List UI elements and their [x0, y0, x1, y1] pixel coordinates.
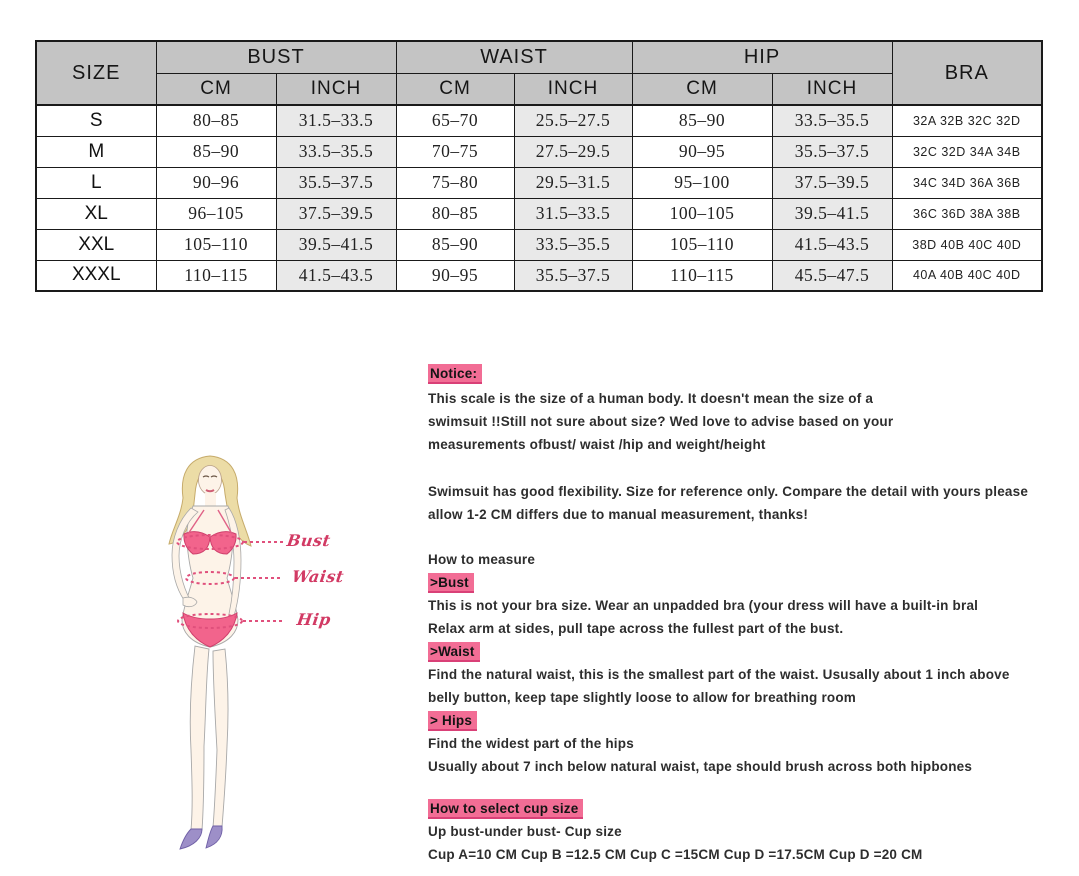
header-bust: BUST — [156, 41, 396, 73]
waist-inch-cell: 35.5–37.5 — [514, 260, 632, 291]
notice-paragraph: This scale is the size of a human body. It doesn't mean the size of a swimsuit !!Still not sure about size? Wed love to advise based on your measurements ofbust/ waist /hip and weight/height — [428, 391, 894, 452]
bust-label: Bust — [285, 531, 332, 550]
cup-size-heading: How to select cup size — [428, 799, 583, 819]
waist-section-heading: >Waist — [428, 642, 480, 662]
hip-cm-cell: 110–115 — [632, 260, 772, 291]
waist-inch-cell: 27.5–29.5 — [514, 136, 632, 167]
hip-cm-cell: 105–110 — [632, 229, 772, 260]
hip-cm-cell: 90–95 — [632, 136, 772, 167]
bust-inch-cell: 39.5–41.5 — [276, 229, 396, 260]
hip-label: Hip — [295, 610, 333, 629]
hips-instructions: Find the widest part of the hips Usually about 7 inch below natural waist, tape should brush across both hipbones — [428, 736, 973, 774]
bust-cm-cell: 90–96 — [156, 167, 276, 198]
bra-cell: 32C 32D 34A 34B — [892, 136, 1042, 167]
bust-inch-cell: 33.5–35.5 — [276, 136, 396, 167]
size-chart-table — [35, 40, 1043, 292]
header-bust-inch: INCH — [276, 73, 396, 105]
bust-inch-cell: 41.5–43.5 — [276, 260, 396, 291]
waist-instructions: Find the natural waist, this is the smallest part of the waist. Ususally about 1 inch above belly button, keep tape slightly loose to allow for breathing room — [428, 667, 1010, 705]
size-cell: XXXL — [36, 260, 156, 291]
woman-sketch-illustration — [125, 450, 285, 870]
waist-cm-cell: 65–70 — [396, 105, 514, 136]
bust-cm-cell: 85–90 — [156, 136, 276, 167]
size-cell: S — [36, 105, 156, 136]
bra-cell: 40A 40B 40C 40D — [892, 260, 1042, 291]
bust-cm-cell: 110–115 — [156, 260, 276, 291]
measurement-figure-illustration — [125, 450, 285, 870]
table-row-xl — [36, 198, 1042, 229]
table-row-xxl — [36, 229, 1042, 260]
cup-size-instructions: Up bust-under bust- Cup size Cup A=10 CM Cup B =12.5 CM Cup C =15CM Cup D =17.5CM Cup D =20 CM — [428, 824, 923, 862]
waist-cm-cell: 85–90 — [396, 229, 514, 260]
hip-cm-cell: 85–90 — [632, 105, 772, 136]
hip-inch-cell: 39.5–41.5 — [772, 198, 892, 229]
hip-inch-cell: 33.5–35.5 — [772, 105, 892, 136]
header-hip: HIP — [632, 41, 892, 73]
header-hip-inch: INCH — [772, 73, 892, 105]
flexibility-paragraph: Swimsuit has good flexibility. Size for reference only. Compare the detail with yours please allow 1-2 CM differs due to manual measurement, thanks! — [428, 484, 1029, 522]
table-row-xxxl — [36, 260, 1042, 291]
measurement-guide — [428, 362, 1048, 866]
left-shoe — [180, 829, 202, 849]
size-cell: L — [36, 167, 156, 198]
right-shoe — [206, 826, 222, 848]
hips-section-heading: > Hips — [428, 711, 477, 731]
hip-inch-cell: 41.5–43.5 — [772, 229, 892, 260]
how-to-measure-heading: How to measure — [428, 552, 536, 567]
waist-cm-cell: 90–95 — [396, 260, 514, 291]
right-leg — [213, 649, 228, 827]
header-waist: WAIST — [396, 41, 632, 73]
waist-cm-cell: 75–80 — [396, 167, 514, 198]
bust-instructions: This is not your bra size. Wear an unpadded bra (your dress will have a built-in bral Relax arm at sides, pull tape across the fullest part of the bust. — [428, 598, 979, 636]
notice-heading: Notice: — [428, 364, 482, 384]
waist-cm-cell: 80–85 — [396, 198, 514, 229]
header-size: SIZE — [36, 41, 156, 105]
header-hip-cm: CM — [632, 73, 772, 105]
header-waist-cm: CM — [396, 73, 514, 105]
waist-inch-cell: 29.5–31.5 — [514, 167, 632, 198]
bra-cell: 34C 34D 36A 36B — [892, 167, 1042, 198]
header-bra: BRA — [892, 41, 1042, 105]
size-cell: XXL — [36, 229, 156, 260]
bust-section-heading: >Bust — [428, 573, 474, 593]
size-cell: XL — [36, 198, 156, 229]
size-cell: M — [36, 136, 156, 167]
waist-inch-cell: 31.5–33.5 — [514, 198, 632, 229]
bust-inch-cell: 37.5–39.5 — [276, 198, 396, 229]
bust-cm-cell: 96–105 — [156, 198, 276, 229]
waist-label: Waist — [290, 567, 346, 586]
hip-inch-cell: 45.5–47.5 — [772, 260, 892, 291]
table-row-s — [36, 105, 1042, 136]
face — [199, 466, 222, 495]
waist-inch-cell: 33.5–35.5 — [514, 229, 632, 260]
table-row-l — [36, 167, 1042, 198]
bra-cell: 36C 36D 38A 38B — [892, 198, 1042, 229]
hip-inch-cell: 35.5–37.5 — [772, 136, 892, 167]
waist-inch-cell: 25.5–27.5 — [514, 105, 632, 136]
bust-cm-cell: 105–110 — [156, 229, 276, 260]
hip-cm-cell: 100–105 — [632, 198, 772, 229]
waist-cm-cell: 70–75 — [396, 136, 514, 167]
table-row-m — [36, 136, 1042, 167]
hip-inch-cell: 37.5–39.5 — [772, 167, 892, 198]
bust-inch-cell: 35.5–37.5 — [276, 167, 396, 198]
bra-cell: 38D 40B 40C 40D — [892, 229, 1042, 260]
header-waist-inch: INCH — [514, 73, 632, 105]
hip-cm-cell: 95–100 — [632, 167, 772, 198]
left-leg — [190, 646, 209, 830]
bra-cell: 32A 32B 32C 32D — [892, 105, 1042, 136]
header-bust-cm: CM — [156, 73, 276, 105]
bust-cm-cell: 80–85 — [156, 105, 276, 136]
bust-inch-cell: 31.5–33.5 — [276, 105, 396, 136]
